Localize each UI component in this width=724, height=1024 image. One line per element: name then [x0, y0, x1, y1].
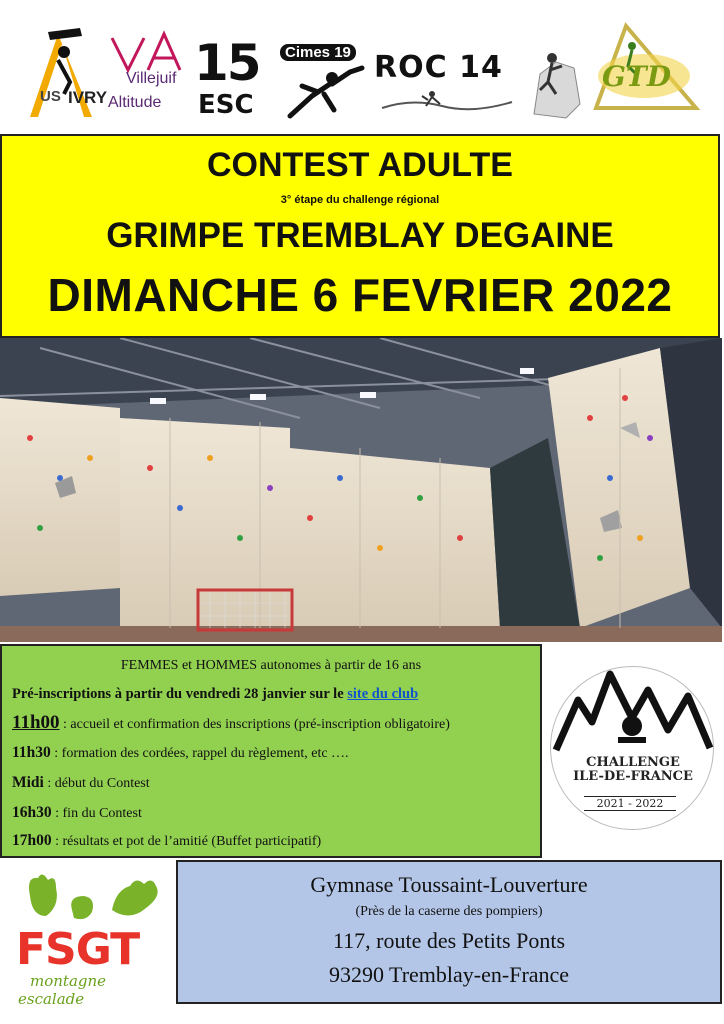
ivry-name: IVRY	[68, 88, 108, 107]
preinscription-text: Pré-inscriptions à partir du vendredi 28 janvier sur le	[12, 686, 348, 702]
fsgt-escalade: escalade	[18, 990, 85, 1008]
venue-city: 93290 Tremblay-en-France	[328, 962, 570, 987]
challenge-line2: ILE-DE-FRANCE	[573, 769, 693, 784]
schedule-text: : début du Contest	[43, 776, 150, 791]
schedule-text: : accueil et confirmation des inscriptions (pré-inscription obligatoire)	[59, 717, 450, 732]
villejuif-text: Villejuif	[126, 70, 177, 87]
event-date: DIMANCHE 6 FEVRIER 2022	[47, 269, 673, 321]
venue-note: (Près de la caserne des pompiers)	[355, 904, 543, 919]
schedule-time: 11h30	[12, 744, 51, 761]
club-site-link[interactable]: site du club	[347, 686, 419, 702]
schedule-item	[12, 744, 349, 762]
challenge-title	[548, 756, 718, 784]
roc14-logo	[372, 50, 522, 120]
schedule-item	[12, 832, 321, 850]
event-name: GRIMPE TREMBLAY DEGAINE	[106, 216, 614, 255]
gtd-logo	[592, 22, 702, 114]
climbing-wall-image	[0, 338, 722, 642]
event-title: CONTEST ADULTE	[207, 146, 513, 184]
schedule-time: 16h30	[12, 804, 52, 821]
esc15-label: ESC	[198, 90, 254, 120]
villejuif-altitude-logo	[108, 30, 196, 122]
gtd-label: GTD	[602, 60, 672, 93]
roc14-label: ROC 14	[374, 50, 503, 85]
us-ivry-logo	[18, 22, 110, 122]
esc15-number: 15	[194, 34, 260, 92]
fsgt-montagne: montagne	[30, 972, 107, 990]
venue-name: Gymnase Toussaint-Louverture	[310, 872, 588, 897]
schedule-item	[12, 804, 142, 822]
challenge-years: 2021 - 2022	[584, 796, 676, 811]
venue-street: 117, route des Petits Ponts	[332, 928, 566, 953]
cimes19-logo	[272, 38, 370, 122]
event-info-box	[0, 644, 542, 858]
schedule-item	[12, 712, 450, 734]
roc-climber-icon	[372, 50, 522, 120]
event-subtitle: 3° étape du challenge régional	[280, 194, 440, 206]
event-header	[0, 134, 720, 338]
schedule-text: : formation des cordées, rappel du règlement, etc ….	[50, 746, 349, 761]
venue-address-box	[176, 860, 722, 1004]
challenge-line1: CHALLENGE	[586, 755, 680, 770]
ivry-prefix: US	[40, 88, 61, 105]
schedule-text: : fin du Contest	[51, 806, 142, 821]
cimes19-label: Cimes 19	[280, 44, 356, 61]
audience-text: FEMMES et HOMMES autonomes à partir de 16 ans	[120, 658, 422, 673]
challenge-mountain-icon	[548, 660, 718, 770]
preinscription-line	[12, 686, 418, 703]
fsgt-logo	[12, 866, 172, 1014]
climbing-gym-photo	[0, 338, 722, 642]
bouldering-climber-icon	[526, 44, 586, 122]
schedule-text: : résultats et pot de l’amitié (Buffet participatif)	[51, 834, 322, 849]
club-logos-strip	[0, 0, 724, 134]
schedule-time: 17h00	[12, 832, 52, 849]
esc15-logo	[194, 36, 272, 124]
schedule-time: Midi	[12, 774, 44, 791]
challenge-idf-logo	[548, 660, 718, 830]
climber-photo-logo	[526, 44, 586, 122]
climber-silhouette-icon	[272, 38, 370, 122]
fsgt-name: FSGT	[16, 924, 140, 975]
schedule-time: 11h00	[12, 712, 60, 733]
schedule-item	[12, 774, 150, 792]
altitude-text: Altitude	[108, 94, 162, 111]
